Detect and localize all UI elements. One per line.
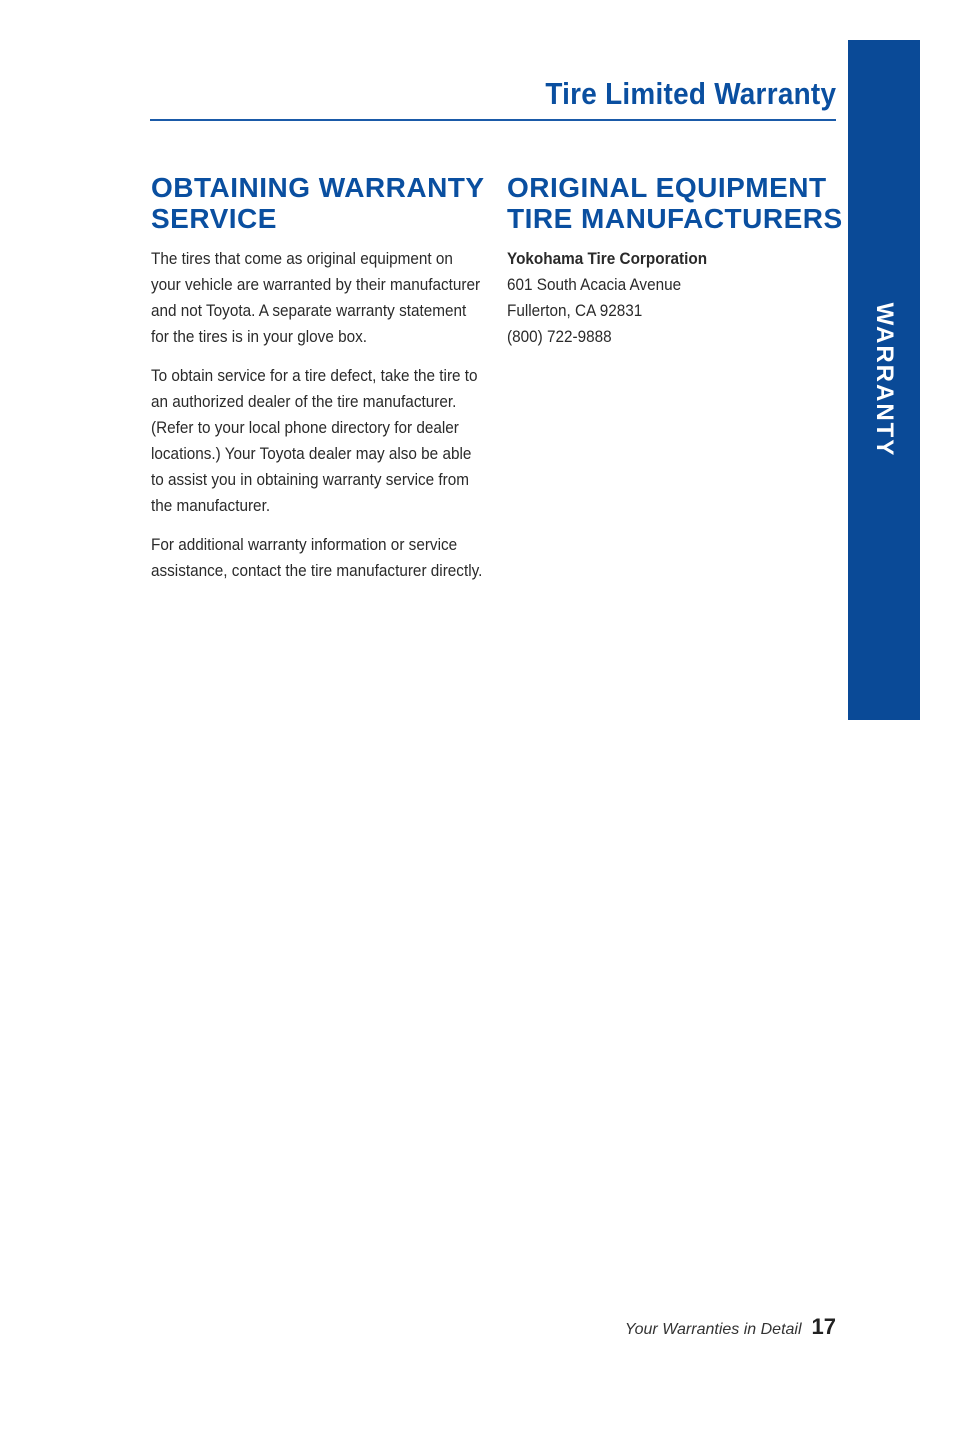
paragraph: For additional warranty information or service assistance, contact the tire manufacturer directly. [151,535,483,580]
tire-manufacturers-section [507,172,847,350]
heading-line: OBTAINING WARRANTY [151,172,485,203]
heading-line: ORIGINAL EQUIPMENT [507,172,827,203]
manufacturer-address [507,246,842,350]
side-tab-label: WARRANTY [871,302,898,458]
page-footer [625,1314,836,1340]
paragraph: To obtain service for a tire defect, take the tire to an authorized dealer of the tire manufacturer. (Refer to your local phone directory for dealer locations.) Your Toyota dealer may also be able to assist you in obtaining warranty service from the manufacturer. [151,366,478,515]
manufacturer-name: Yokohama Tire Corporation [507,249,708,268]
manufacturer-street: 601 South Acacia Avenue [507,275,682,294]
header-divider [150,119,836,121]
obtaining-warranty-section [151,172,491,597]
manufacturer-city: Fullerton, CA 92831 [507,301,643,320]
footer-section-text: Your Warranties in Detail [624,1321,802,1338]
page-title: Tire Limited Warranty [545,76,836,111]
paragraph: The tires that come as original equipment on your vehicle are warranted by their manufacturer and not Toyota. A separate warranty statement for the tires is in your glove box. [151,249,481,346]
heading-line: TIRE MANUFACTURERS [507,203,843,234]
tire-manufacturers-heading [507,172,847,234]
obtaining-warranty-heading [151,172,491,234]
manufacturer-phone: (800) 722-9888 [507,327,612,346]
page-number: 17 [811,1314,836,1339]
heading-line: SERVICE [151,203,277,234]
